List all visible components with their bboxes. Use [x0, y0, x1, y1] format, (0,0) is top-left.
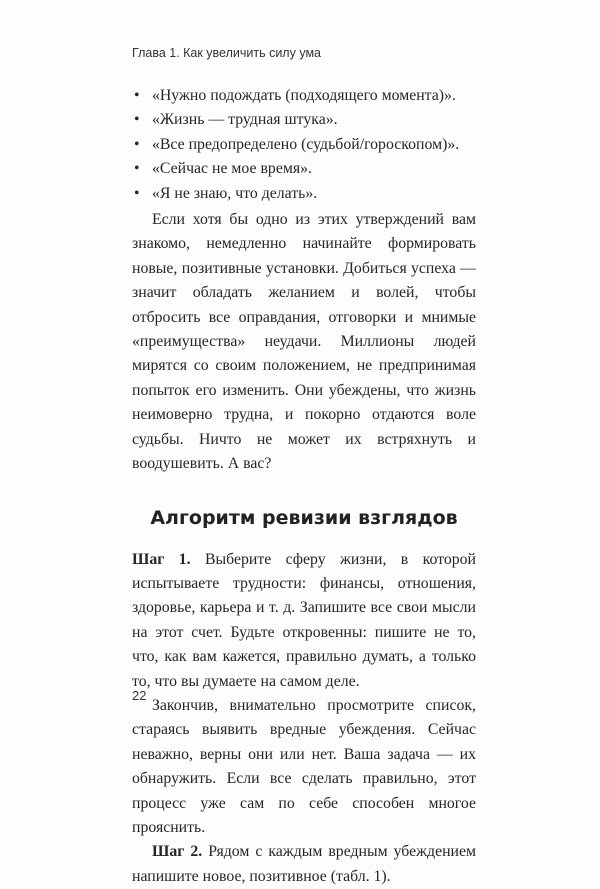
bullet-marker: • [134, 135, 140, 153]
bullet-marker: • [134, 87, 140, 104]
list-item-text: «Нужно подождать (подходящего момента)». [152, 87, 456, 104]
page-number: 22 [132, 688, 147, 703]
list-item-text: «Все предопределено (судьбой/гороскопом)». [152, 135, 460, 153]
list-item-text: «Я не знаю, что делать». [152, 184, 318, 202]
list-item [132, 133, 476, 157]
page-body [132, 84, 476, 889]
list-item [132, 84, 476, 108]
list-item [132, 182, 476, 206]
step-1-text: Выберите сферу жизни, в которой испытываете трудности: финансы, отношения, здоровье, карьера и т. д. Запишите все свои мысли на этот счет. Будьте откровенны: пишите не то, что, как вам кажется, правильно думать, а только то, что вы думаете на самом деле. [132, 550, 477, 690]
list-item-text: «Сейчас не мое время». [152, 160, 312, 178]
bullet-marker: • [134, 184, 140, 202]
list-item [132, 108, 476, 132]
bullet-marker: • [134, 111, 140, 129]
step-2-paragraph [132, 840, 476, 889]
step-2-text: Рядом с каждым вредным убеждением напишите новое, позитивное (табл. 1). [132, 843, 477, 885]
list-item [132, 157, 476, 181]
bullet-marker: • [134, 160, 140, 178]
step-1-label: Шаг 1. [132, 550, 191, 568]
step-2-label: Шаг 2. [152, 843, 203, 861]
review-paragraph: Закончив, внимательно просмотрите список, стараясь выявить вредные убеждения. Сейчас неважно, верны они или нет. Ваша задача — их обнаружить. Если все сделать правильно, этот процесс уже сам по себе способен многое прояснить. [132, 696, 476, 836]
bullet-list [132, 84, 476, 206]
intro-paragraph: Если хотя бы одно из этих утверждений вам знакомо, немедленно начинайте формировать новые, позитивные установки. Добиться успеха — значит обладать желанием и волей, чтобы отбросить все оправдания, отговорки и мнимые «преимущества» неудачи. Миллионы людей мирятся со своим положением, не предпринимая попыток его изменить. Они убеждены, что жизнь неимоверно трудна, и покорно отдаются воле судьбы. Ничто не может их встряхнуть и воодушевить. А вас? [132, 211, 476, 473]
list-item-text: «Жизнь — трудная штука». [152, 111, 338, 129]
section-heading: Алгоритм ревизии взглядов [150, 506, 458, 529]
running-header: Глава 1. Как увеличить силу ума [132, 46, 321, 60]
step-1-paragraph [132, 548, 476, 694]
